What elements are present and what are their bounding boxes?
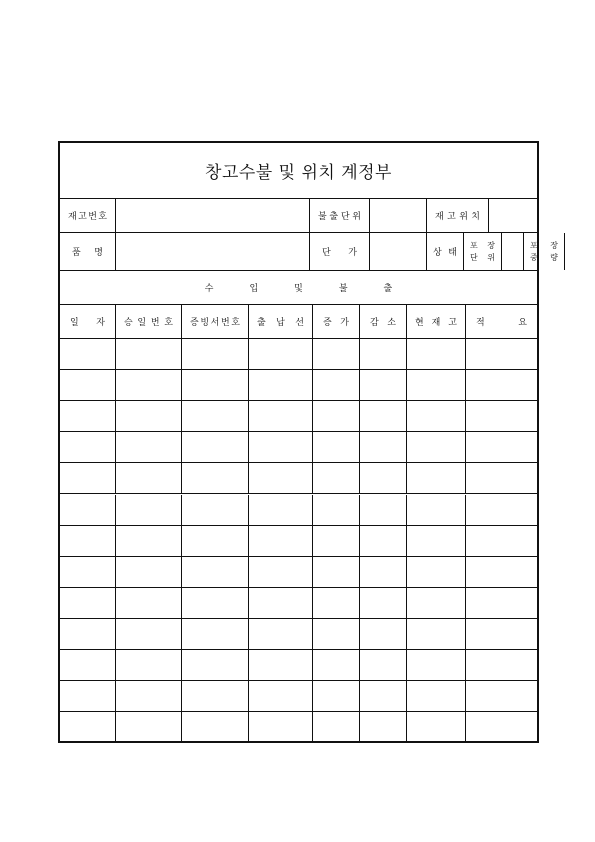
table-cell-disbursement-party[interactable] [249, 432, 313, 462]
unit-price-label: 단 가 [310, 233, 370, 270]
table-cell-decrease[interactable] [360, 681, 407, 711]
table-cell-decrease[interactable] [360, 619, 407, 649]
table-cell-decrease[interactable] [360, 339, 407, 369]
table-cell-disbursement-party[interactable] [249, 370, 313, 400]
table-cell-increase[interactable] [313, 339, 360, 369]
table-cell-remarks[interactable] [466, 712, 537, 743]
table-cell-date[interactable] [60, 339, 116, 369]
stock-number-field[interactable] [116, 199, 310, 232]
table-cell-approval-number[interactable] [116, 401, 182, 431]
table-cell-increase[interactable] [313, 526, 360, 556]
stock-location-label: 재 고 위 치 [427, 199, 489, 232]
issue-unit-label: 불 출 단 위 [310, 199, 370, 232]
table-cell-date[interactable] [60, 557, 116, 587]
table-cell-increase[interactable] [313, 463, 360, 493]
receipt-issue-title: 수 입 및 불 출 [204, 284, 393, 294]
table-cell-increase[interactable] [313, 619, 360, 649]
table-cell-voucher-number[interactable] [182, 495, 249, 525]
table-cell-voucher-number[interactable] [182, 712, 249, 743]
table-cell-decrease[interactable] [360, 432, 407, 462]
column-header-current-stock: 현 재 고 [407, 305, 466, 338]
table-cell-approval-number[interactable] [116, 650, 182, 680]
table-cell-voucher-number[interactable] [182, 526, 249, 556]
table-cell-remarks[interactable] [466, 681, 537, 711]
table-cell-approval-number[interactable] [116, 495, 182, 525]
table-cell-increase[interactable] [313, 588, 360, 618]
table-cell-remarks[interactable] [466, 463, 537, 493]
table-cell-decrease[interactable] [360, 526, 407, 556]
table-cell-disbursement-party[interactable] [249, 495, 313, 525]
table-cell-increase[interactable] [313, 432, 360, 462]
table-cell-current-stock[interactable] [407, 650, 466, 680]
table-cell-current-stock[interactable] [407, 619, 466, 649]
table-cell-date[interactable] [60, 495, 116, 525]
unit-price-field[interactable] [370, 233, 427, 270]
table-cell-approval-number[interactable] [116, 432, 182, 462]
table-cell-disbursement-party[interactable] [249, 401, 313, 431]
table-cell-increase[interactable] [313, 681, 360, 711]
table-cell-remarks[interactable] [466, 495, 537, 525]
info-row-2 [60, 233, 558, 271]
table-cell-date[interactable] [60, 681, 116, 711]
table-cell-disbursement-party[interactable] [249, 712, 313, 743]
table-row [60, 681, 537, 712]
column-header-voucher-number: 증 빙 서 번 호 [182, 305, 249, 338]
table-cell-disbursement-party[interactable] [249, 619, 313, 649]
table-cell-increase[interactable] [313, 712, 360, 743]
table-cell-increase[interactable] [313, 557, 360, 587]
item-name-field[interactable] [116, 233, 310, 270]
table-cell-voucher-number[interactable] [182, 370, 249, 400]
table-cell-date[interactable] [60, 619, 116, 649]
table-cell-decrease[interactable] [360, 463, 407, 493]
table-cell-increase[interactable] [313, 650, 360, 680]
table-row [60, 712, 537, 743]
table-cell-decrease[interactable] [360, 650, 407, 680]
table-row [60, 463, 537, 494]
table-cell-date[interactable] [60, 432, 116, 462]
table-cell-approval-number[interactable] [116, 557, 182, 587]
table-cell-date[interactable] [60, 588, 116, 618]
item-name-label: 품 명 [60, 233, 116, 270]
table-cell-voucher-number[interactable] [182, 432, 249, 462]
table-cell-approval-number[interactable] [116, 588, 182, 618]
table-cell-date[interactable] [60, 526, 116, 556]
table-cell-date[interactable] [60, 650, 116, 680]
column-header-decrease: 감 소 [360, 305, 407, 338]
table-cell-decrease[interactable] [360, 495, 407, 525]
status-label: 상 태 [427, 233, 464, 270]
table-cell-voucher-number[interactable] [182, 339, 249, 369]
packing-weight-field[interactable] [565, 233, 571, 270]
table-cell-disbursement-party[interactable] [249, 650, 313, 680]
table-row [60, 588, 537, 619]
form-title: 창고수불 및 위치 계정부 [205, 163, 392, 183]
table-cell-current-stock[interactable] [407, 401, 466, 431]
stock-location-field[interactable] [489, 199, 537, 232]
table-cell-disbursement-party[interactable] [249, 463, 313, 493]
title-row [60, 143, 537, 199]
table-cell-approval-number[interactable] [116, 370, 182, 400]
table-cell-decrease[interactable] [360, 588, 407, 618]
table-cell-remarks[interactable] [466, 526, 537, 556]
table-cell-decrease[interactable] [360, 557, 407, 587]
table-cell-voucher-number[interactable] [182, 619, 249, 649]
table-cell-remarks[interactable] [466, 557, 537, 587]
table-cell-approval-number[interactable] [116, 526, 182, 556]
table-cell-current-stock[interactable] [407, 557, 466, 587]
table-row [60, 650, 537, 681]
table-row [60, 339, 537, 370]
table-row [60, 619, 537, 650]
table-cell-voucher-number[interactable] [182, 588, 249, 618]
table-cell-increase[interactable] [313, 495, 360, 525]
table-cell-disbursement-party[interactable] [249, 526, 313, 556]
table-cell-remarks[interactable] [466, 339, 537, 369]
table-cell-date[interactable] [60, 712, 116, 743]
table-row [60, 557, 537, 588]
column-header-approval-number: 승 일 번 호 [116, 305, 182, 338]
table-cell-approval-number[interactable] [116, 681, 182, 711]
packing-unit-label: 포 장 단 위 [464, 233, 502, 270]
table-cell-current-stock[interactable] [407, 432, 466, 462]
table-cell-remarks[interactable] [466, 401, 537, 431]
table-cell-current-stock[interactable] [407, 526, 466, 556]
table-cell-voucher-number[interactable] [182, 557, 249, 587]
table-row [60, 432, 537, 463]
table-cell-voucher-number[interactable] [182, 401, 249, 431]
table-cell-remarks[interactable] [466, 650, 537, 680]
table-cell-current-stock[interactable] [407, 681, 466, 711]
column-header-disbursement-party: 출 납 선 [249, 305, 313, 338]
table-row [60, 401, 537, 432]
packing-weight-label: 포 장 중 량 [524, 233, 565, 270]
table-cell-increase[interactable] [313, 401, 360, 431]
table-row [60, 370, 537, 401]
table-cell-disbursement-party[interactable] [249, 339, 313, 369]
column-header-increase: 증 가 [313, 305, 360, 338]
table-cell-current-stock[interactable] [407, 495, 466, 525]
table-row [60, 495, 537, 526]
table-cell-date[interactable] [60, 370, 116, 400]
ledger-form [58, 141, 558, 743]
table-cell-voucher-number[interactable] [182, 463, 249, 493]
table-cell-approval-number[interactable] [116, 712, 182, 743]
table-cell-approval-number[interactable] [116, 619, 182, 649]
column-header-remarks: 적 요 [476, 318, 527, 328]
table-cell-approval-number[interactable] [116, 339, 182, 369]
column-header-date: 일 자 [60, 305, 116, 338]
table-cell-date[interactable] [60, 463, 116, 493]
packing-unit-field[interactable] [502, 233, 524, 270]
table-cell-disbursement-party[interactable] [249, 588, 313, 618]
issue-unit-field[interactable] [370, 199, 427, 232]
info-row-1 [60, 199, 537, 233]
receipt-issue-header [60, 271, 537, 305]
table-cell-voucher-number[interactable] [182, 650, 249, 680]
table-cell-disbursement-party[interactable] [249, 681, 313, 711]
table-cell-decrease[interactable] [360, 370, 407, 400]
table-cell-remarks[interactable] [466, 619, 537, 649]
column-header-row [60, 305, 537, 339]
table-cell-current-stock[interactable] [407, 463, 466, 493]
table-cell-current-stock[interactable] [407, 370, 466, 400]
table-row [60, 526, 537, 557]
table-cell-approval-number[interactable] [116, 463, 182, 493]
table-cell-current-stock[interactable] [407, 712, 466, 743]
table-cell-increase[interactable] [313, 370, 360, 400]
table-cell-remarks[interactable] [466, 588, 537, 618]
table-cell-disbursement-party[interactable] [249, 557, 313, 587]
table-cell-remarks[interactable] [466, 432, 537, 462]
table-cell-current-stock[interactable] [407, 339, 466, 369]
table-cell-decrease[interactable] [360, 401, 407, 431]
stock-number-label: 재 고 번 호 [60, 199, 116, 232]
table-cell-decrease[interactable] [360, 712, 407, 743]
table-cell-current-stock[interactable] [407, 588, 466, 618]
table-cell-voucher-number[interactable] [182, 681, 249, 711]
table-cell-date[interactable] [60, 401, 116, 431]
table-cell-remarks[interactable] [466, 370, 537, 400]
